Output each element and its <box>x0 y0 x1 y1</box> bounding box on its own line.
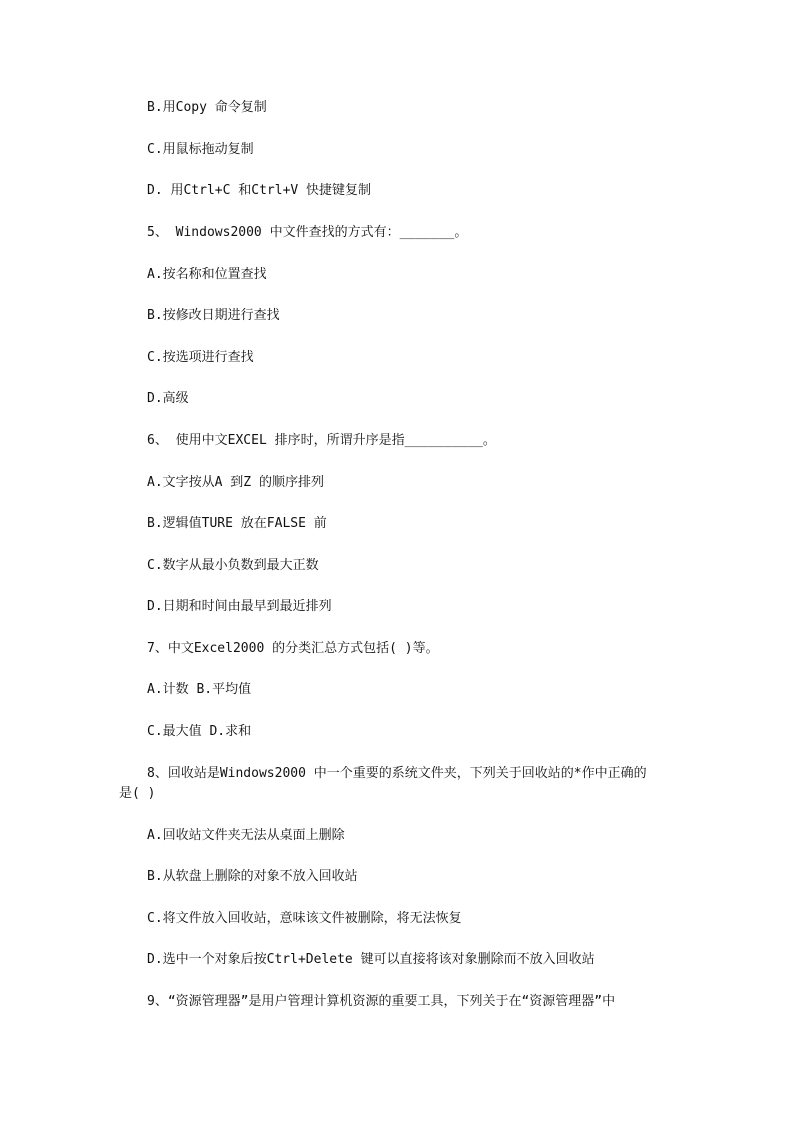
question-7: 7、中文Excel2000 的分类汇总方式包括( )等。 <box>147 641 439 656</box>
q5-option-a: A.按名称和位置查找 <box>147 267 267 282</box>
question-9: 9、“资源管理器”是用户管理计算机资源的重要工具，下列关于在“资源管理器”中 <box>147 994 616 1009</box>
question-8-continued: 是( ) <box>119 786 156 801</box>
q6-option-c: C.数字从最小负数到最大正数 <box>147 558 319 573</box>
q6-option-b: B.逻辑值TURE 放在FALSE 前 <box>147 516 327 531</box>
q7-options-ab: A.计数 B.平均值 <box>147 682 252 697</box>
q5-option-b: B.按修改日期进行查找 <box>147 308 280 323</box>
q8-option-c: C.将文件放入回收站，意味该文件被删除，将无法恢复 <box>147 911 462 926</box>
question-5: 5、 Windows2000 中文件查找的方式有：_______。 <box>147 225 468 240</box>
q5-option-c: C.按选项进行查找 <box>147 350 254 365</box>
q8-option-b: B.从软盘上删除的对象不放入回收站 <box>147 869 358 884</box>
q8-option-d: D.选中一个对象后按Ctrl+Delete 键可以直接将该对象删除而不放入回收站 <box>147 952 595 967</box>
q8-option-a: A.回收站文件夹无法从桌面上删除 <box>147 828 345 843</box>
question-6: 6、 使用中文EXCEL 排序时，所谓升序是指__________。 <box>147 433 496 448</box>
q5-option-d: D.高级 <box>147 391 189 406</box>
question-8: 8、回收站是Windows2000 中一个重要的系统文件夹，下列关于回收站的*作中正确的 <box>147 766 647 781</box>
q4-option-c: C.用鼠标拖动复制 <box>147 142 254 157</box>
q6-option-a: A.文字按从A 到Z 的顺序排列 <box>147 475 324 490</box>
q6-option-d: D.日期和时间由最早到最近排列 <box>147 599 332 614</box>
q4-option-d: D. 用Ctrl+C 和Ctrl+V 快捷键复制 <box>147 183 372 198</box>
q4-option-b: B.用Copy 命令复制 <box>147 100 267 115</box>
q7-options-cd: C.最大值 D.求和 <box>147 724 252 739</box>
